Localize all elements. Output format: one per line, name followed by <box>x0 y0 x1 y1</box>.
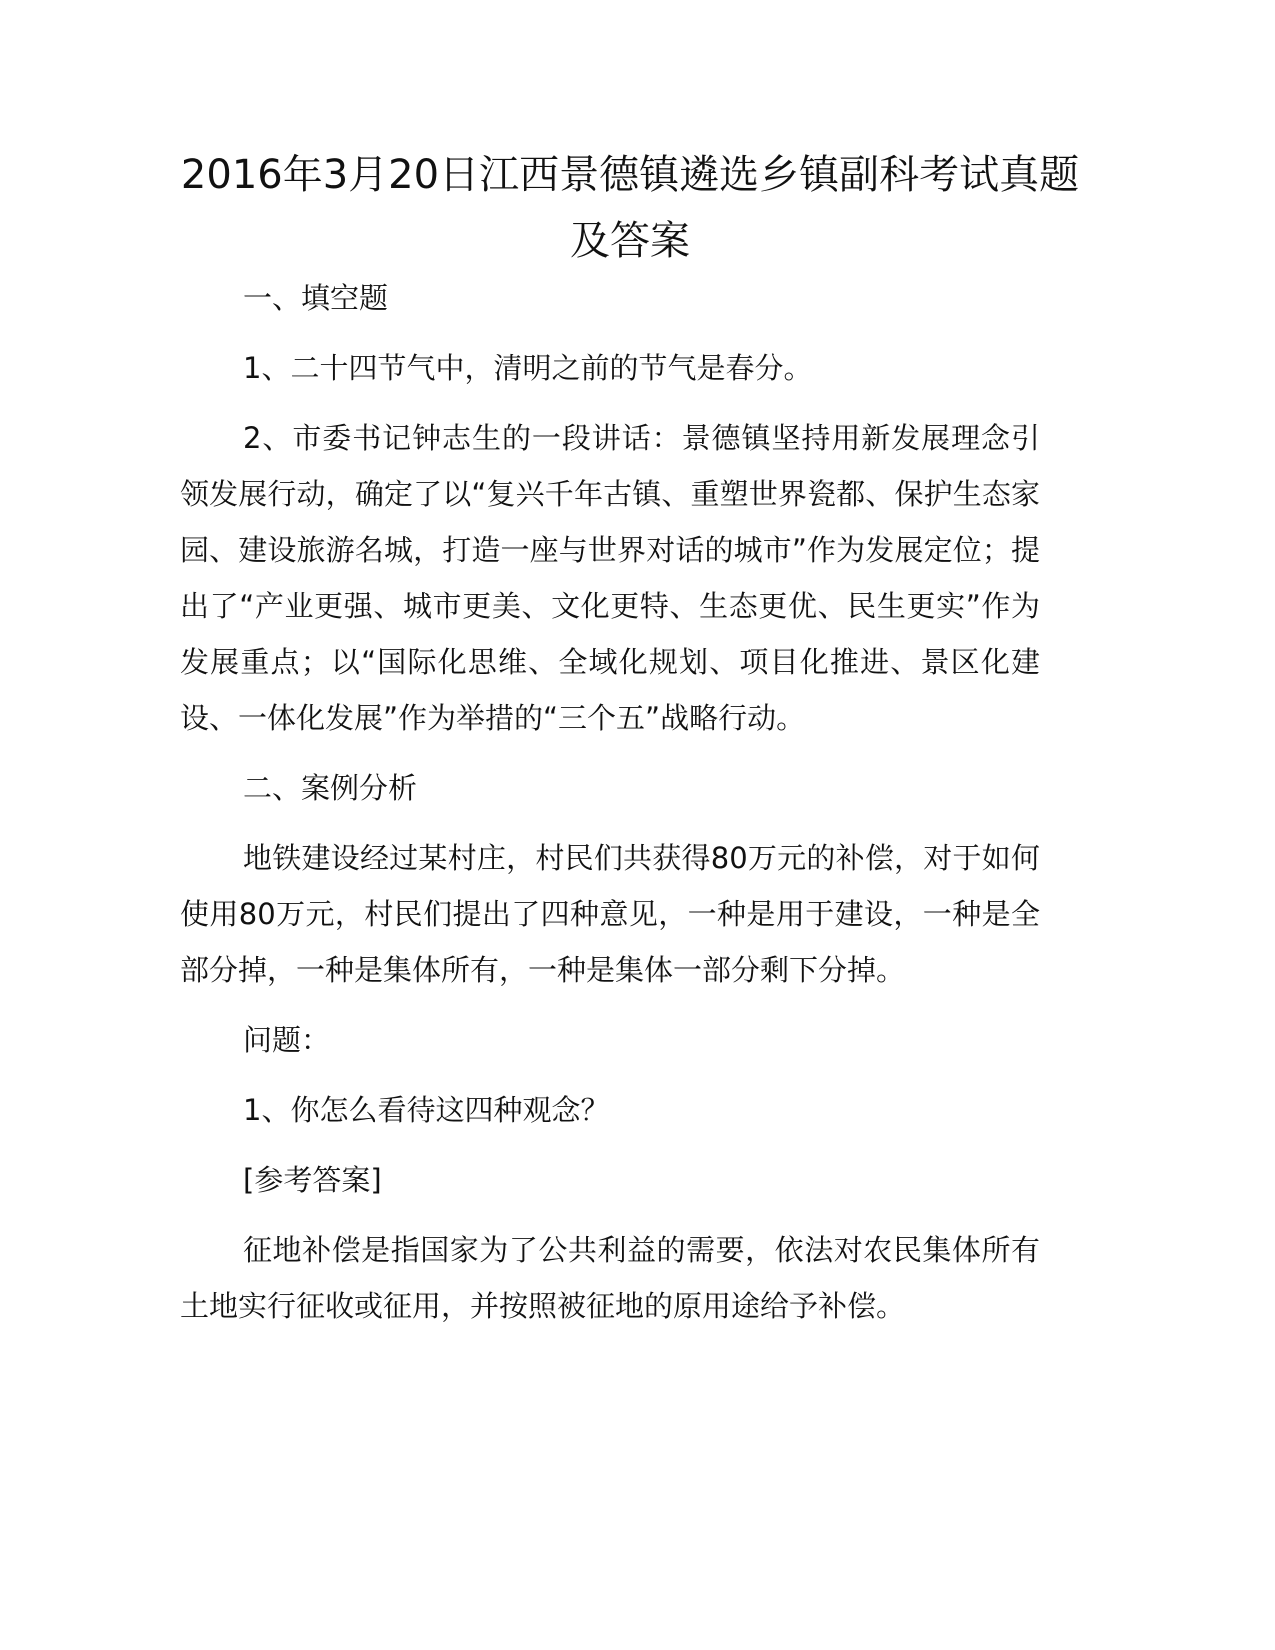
paragraph-case-description: 地铁建设经过某村庄，村民们共获得80万元的补偿，对于如何使用80万元，村民们提出了四种意见，一种是用于建设，一种是全部分掉，一种是集体所有，一种是集体一部分剩下分掉。 <box>180 841 1040 987</box>
document-body <box>180 270 1040 1348</box>
section-heading-fill-in: 一、填空题 <box>243 281 389 315</box>
document-title: 2016年3月20日江西景德镇遴选乡镇副科考试真题及答案 <box>180 152 1080 264</box>
paragraph-answer-text: 征地补偿是指国家为了公共利益的需要，依法对农民集体所有土地实行征收或征用，并按照被征地的原用途给予补偿。 <box>180 1233 1040 1323</box>
paragraph-item-2: 2、市委书记钟志生的一段讲话：景德镇坚持用新发展理念引领发展行动，确定了以“复兴千年古镇、重塑世界瓷都、保护生态家园、建设旅游名城，打造一座与世界对话的城市”作为发展定位；提出了“产业更强、城市更美、文化更特、生态更优、民生更实”作为发展重点；以“国际化思维、全域化规划、项目化推进、景区化建设、一体化发展”作为举措的“三个五”战略行动。 <box>180 421 1040 735</box>
section-heading-case-analysis: 二、案例分析 <box>243 771 418 805</box>
paragraph-question-1: 1、你怎么看待这四种观念？ <box>243 1093 610 1127</box>
paragraph-item-1: 1、二十四节气中，清明之前的节气是春分。 <box>243 351 813 385</box>
paragraph-answer-label: [参考答案] <box>243 1163 382 1197</box>
paragraph-question-label: 问题： <box>243 1023 331 1057</box>
